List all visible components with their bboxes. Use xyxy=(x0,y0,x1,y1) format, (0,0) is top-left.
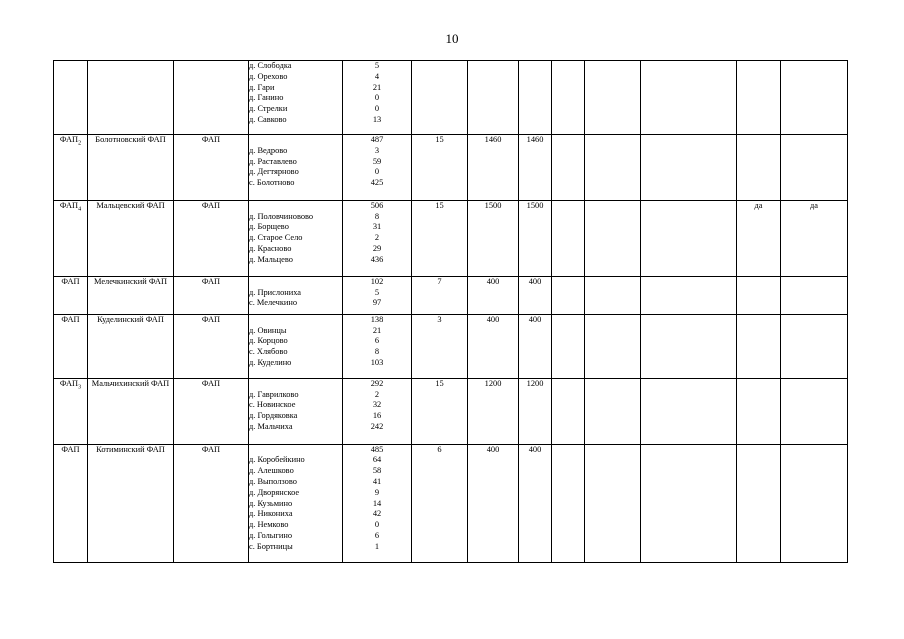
village-population: 41 xyxy=(372,476,382,486)
empty-cell xyxy=(552,276,585,314)
village-population: 3 xyxy=(374,145,380,155)
population-cell xyxy=(343,276,412,314)
village-population: 8 xyxy=(374,211,380,221)
village-name: д. Овинцы xyxy=(249,325,287,335)
table-body xyxy=(54,61,848,563)
facility-code-index: 4 xyxy=(78,206,82,213)
table-row xyxy=(54,444,848,562)
village-population: 64 xyxy=(372,455,382,465)
cell-value: да xyxy=(754,200,763,210)
village-name: с. Мелечкино xyxy=(249,298,298,308)
facility-name-cell xyxy=(88,200,174,276)
spacer xyxy=(249,277,342,288)
village-population: 42 xyxy=(372,509,382,519)
area-norm-cell xyxy=(519,276,552,314)
facility-type: ФАП xyxy=(201,276,221,286)
village-name: д. Коробейкино xyxy=(249,455,305,465)
village-population: 14 xyxy=(372,498,382,508)
facility-type: ФАП xyxy=(201,135,221,144)
staff-count: 3 xyxy=(437,314,442,324)
flag-cell xyxy=(781,378,848,444)
village-population: 103 xyxy=(370,357,384,367)
facility-type-cell xyxy=(174,200,249,276)
village-population: 0 xyxy=(374,93,380,103)
village-population: 21 xyxy=(372,82,382,92)
facility-type: ФАП xyxy=(201,378,221,388)
facility-code: ФАП xyxy=(59,378,79,388)
village-name: д. Борщево xyxy=(249,222,289,232)
facility-name-cell xyxy=(88,135,174,201)
area-value: 400 xyxy=(486,444,500,454)
facility-name: Болотновский ФАП xyxy=(95,135,166,144)
empty-cell xyxy=(737,444,781,562)
village-population: 0 xyxy=(374,104,380,114)
village-name: д. Ганино xyxy=(249,93,284,103)
villages-cell xyxy=(249,444,343,562)
village-population: 21 xyxy=(372,325,382,335)
flag-cell xyxy=(781,314,848,378)
staff-count: 7 xyxy=(437,276,442,286)
population-total: 506 xyxy=(370,200,384,210)
facility-name-cell xyxy=(88,276,174,314)
population-total: 292 xyxy=(370,378,384,388)
flag-cell xyxy=(781,135,848,201)
facility-name-cell xyxy=(88,61,174,135)
population-total: 487 xyxy=(370,135,384,144)
village-population: 436 xyxy=(370,254,384,264)
empty-cell xyxy=(737,135,781,201)
population-total: 102 xyxy=(370,276,384,286)
empty-cell xyxy=(552,135,585,201)
area-norm-cell xyxy=(519,61,552,135)
facility-code-cell xyxy=(54,135,88,201)
table-row xyxy=(54,276,848,314)
area-cell xyxy=(468,276,519,314)
facility-code-index: 2 xyxy=(78,140,82,147)
facility-code: ФАП xyxy=(61,314,80,324)
facility-name-cell xyxy=(88,444,174,562)
village-population: 242 xyxy=(370,421,384,431)
village-population: 6 xyxy=(374,336,380,346)
empty-cell xyxy=(641,276,737,314)
villages-cell xyxy=(249,276,343,314)
village-population: 8 xyxy=(374,347,380,357)
area-value: 1500 xyxy=(484,200,502,210)
facility-type-cell xyxy=(174,135,249,201)
village-name: д. Дворянское xyxy=(249,487,300,497)
staff-count-cell xyxy=(412,444,468,562)
village-name: д. Старое Село xyxy=(249,233,303,243)
empty-cell xyxy=(585,276,641,314)
facility-type-cell xyxy=(174,444,249,562)
village-name: д. Гордяковка xyxy=(249,411,298,421)
facility-type-cell xyxy=(174,276,249,314)
page-number: 10 xyxy=(445,31,459,46)
flag-value: да xyxy=(810,200,818,210)
village-population: 5 xyxy=(374,287,380,297)
facility-code: ФАП xyxy=(61,444,80,454)
village-population: 16 xyxy=(372,411,382,421)
area-value: 1460 xyxy=(484,135,502,144)
empty-cell xyxy=(552,61,585,135)
facility-code-index: 3 xyxy=(78,384,82,391)
facility-code: ФАП xyxy=(59,200,79,210)
village-name: д. Ведрово xyxy=(249,145,288,155)
empty-cell xyxy=(641,444,737,562)
facility-type-cell xyxy=(174,61,249,135)
village-name: д. Дегтярново xyxy=(249,167,299,177)
area-norm-value: 400 xyxy=(528,276,542,286)
village-name: д. Слободка xyxy=(249,61,292,70)
spacer xyxy=(249,135,342,146)
area-cell xyxy=(468,378,519,444)
flag-cell xyxy=(781,200,848,276)
facility-code: ФАП xyxy=(61,276,80,286)
village-name: д. Выползово xyxy=(249,476,297,486)
village-name: д. Савково xyxy=(249,114,287,124)
empty-cell xyxy=(641,61,737,135)
table-row xyxy=(54,61,848,135)
facility-type-cell xyxy=(174,378,249,444)
area-norm-value: 400 xyxy=(528,444,542,454)
area-cell xyxy=(468,444,519,562)
village-name: д. Мальчиха xyxy=(249,421,293,431)
facility-name-cell xyxy=(88,378,174,444)
village-population: 1 xyxy=(374,541,380,551)
area-norm-value: 1500 xyxy=(526,200,544,210)
village-population: 4 xyxy=(374,71,380,81)
area-norm-value: 1200 xyxy=(526,378,544,388)
staff-count-cell xyxy=(412,314,468,378)
empty-cell xyxy=(737,314,781,378)
facilities-table xyxy=(53,60,848,563)
village-name: д. Раставлево xyxy=(249,156,297,166)
area-norm-value: 1460 xyxy=(526,135,544,144)
area-cell xyxy=(468,135,519,201)
area-value: 400 xyxy=(486,314,500,324)
empty-cell xyxy=(585,314,641,378)
village-name: с. Болотново xyxy=(249,178,295,188)
area-cell xyxy=(468,61,519,135)
facility-type: ФАП xyxy=(201,314,221,324)
village-name: д. Стрелки xyxy=(249,104,288,114)
area-value: 400 xyxy=(486,276,500,286)
staff-count-cell xyxy=(412,61,468,135)
area-norm-cell xyxy=(519,444,552,562)
facility-name-cell xyxy=(88,314,174,378)
villages-cell xyxy=(249,200,343,276)
village-population: 13 xyxy=(372,114,382,124)
spacer xyxy=(249,201,342,212)
village-population: 9 xyxy=(374,487,380,497)
village-name: д. Куделино xyxy=(249,357,292,367)
empty-cell xyxy=(552,200,585,276)
village-population: 6 xyxy=(374,530,380,540)
village-name: д. Мальцево xyxy=(249,254,293,264)
village-name: д. Прислониха xyxy=(249,287,302,297)
village-population: 2 xyxy=(374,389,380,399)
facility-code-cell xyxy=(54,61,88,135)
spacer xyxy=(249,315,342,326)
area-norm-cell xyxy=(519,378,552,444)
village-population: 5 xyxy=(374,61,380,70)
empty-cell xyxy=(585,61,641,135)
empty-cell xyxy=(641,200,737,276)
empty-cell xyxy=(737,61,781,135)
staff-count: 6 xyxy=(437,444,442,454)
village-population: 29 xyxy=(372,243,382,253)
village-name: д. Голыгино xyxy=(249,530,293,540)
village-population: 59 xyxy=(372,156,382,166)
staff-count-cell xyxy=(412,200,468,276)
empty-cell xyxy=(585,200,641,276)
staff-count: 15 xyxy=(435,378,444,388)
facility-code-cell xyxy=(54,314,88,378)
staff-count: 15 xyxy=(435,135,444,144)
empty-cell xyxy=(585,135,641,201)
village-name: д. Орехово xyxy=(249,71,288,81)
empty-cell xyxy=(641,378,737,444)
flag-cell xyxy=(781,444,848,562)
facility-type: ФАП xyxy=(201,444,221,454)
village-population: 0 xyxy=(374,520,380,530)
facility-code-cell xyxy=(54,276,88,314)
staff-count-cell xyxy=(412,378,468,444)
table-row xyxy=(54,314,848,378)
spacer xyxy=(249,445,342,456)
population-total: 138 xyxy=(370,314,384,324)
population-cell xyxy=(343,378,412,444)
staff-count-cell xyxy=(412,135,468,201)
facility-code-cell xyxy=(54,444,88,562)
villages-cell xyxy=(249,378,343,444)
population-cell xyxy=(343,200,412,276)
empty-cell xyxy=(641,314,737,378)
flag-cell xyxy=(781,61,848,135)
staff-count-cell xyxy=(412,276,468,314)
area-norm-cell xyxy=(519,135,552,201)
village-name: с. Новинское xyxy=(249,400,296,410)
village-name: д. Немково xyxy=(249,520,289,530)
villages-cell xyxy=(249,61,343,135)
village-population: 32 xyxy=(372,400,382,410)
population-cell xyxy=(343,135,412,201)
table-row xyxy=(54,378,848,444)
population-cell xyxy=(343,61,412,135)
village-population: 58 xyxy=(372,466,382,476)
village-population: 0 xyxy=(374,167,380,177)
village-name: д. Красново xyxy=(249,243,292,253)
empty-cell xyxy=(585,444,641,562)
facility-code-cell xyxy=(54,200,88,276)
empty-cell xyxy=(552,378,585,444)
facility-name: Куделинский ФАП xyxy=(97,314,164,324)
empty-cell xyxy=(737,378,781,444)
population-cell xyxy=(343,314,412,378)
area-norm-cell xyxy=(519,314,552,378)
facility-name: Мальцевский ФАП xyxy=(96,200,165,210)
village-name: д. Кузьмино xyxy=(249,498,293,508)
village-population: 31 xyxy=(372,222,382,232)
facility-code-cell xyxy=(54,378,88,444)
village-name: д. Гари xyxy=(249,82,275,92)
village-population: 425 xyxy=(370,178,384,188)
village-name: д. Алешково xyxy=(249,466,294,476)
empty-cell xyxy=(552,444,585,562)
village-name: с. Хлябово xyxy=(249,347,288,357)
facility-code: ФАП xyxy=(59,135,79,144)
staff-count: 15 xyxy=(435,200,444,210)
area-cell xyxy=(468,314,519,378)
table-row xyxy=(54,200,848,276)
villages-cell xyxy=(249,314,343,378)
facility-type-cell xyxy=(174,314,249,378)
village-name: д. Корцово xyxy=(249,336,288,346)
village-name: д. Половчиновово xyxy=(249,211,314,221)
area-norm-value: 400 xyxy=(528,314,542,324)
table-row xyxy=(54,135,848,201)
area-cell xyxy=(468,200,519,276)
village-population: 97 xyxy=(372,298,382,308)
empty-cell xyxy=(552,314,585,378)
empty-cell xyxy=(585,378,641,444)
facility-type: ФАП xyxy=(201,200,221,210)
empty-cell xyxy=(737,200,781,276)
population-cell xyxy=(343,444,412,562)
empty-cell xyxy=(737,276,781,314)
empty-cell xyxy=(641,135,737,201)
area-value: 1200 xyxy=(484,378,502,388)
facility-name: Мелечкинский ФАП xyxy=(93,276,167,286)
population-total: 485 xyxy=(370,444,384,454)
villages-cell xyxy=(249,135,343,201)
village-name: д. Никониха xyxy=(249,509,293,519)
area-norm-cell xyxy=(519,200,552,276)
facility-name: Мальчихинский ФАП xyxy=(91,378,170,388)
village-name: с. Бортницы xyxy=(249,541,293,551)
village-population: 2 xyxy=(374,233,380,243)
facility-name: Котиминский ФАП xyxy=(96,444,165,454)
spacer xyxy=(249,379,342,390)
flag-cell xyxy=(781,276,848,314)
village-name: д. Гаврилково xyxy=(249,389,299,399)
